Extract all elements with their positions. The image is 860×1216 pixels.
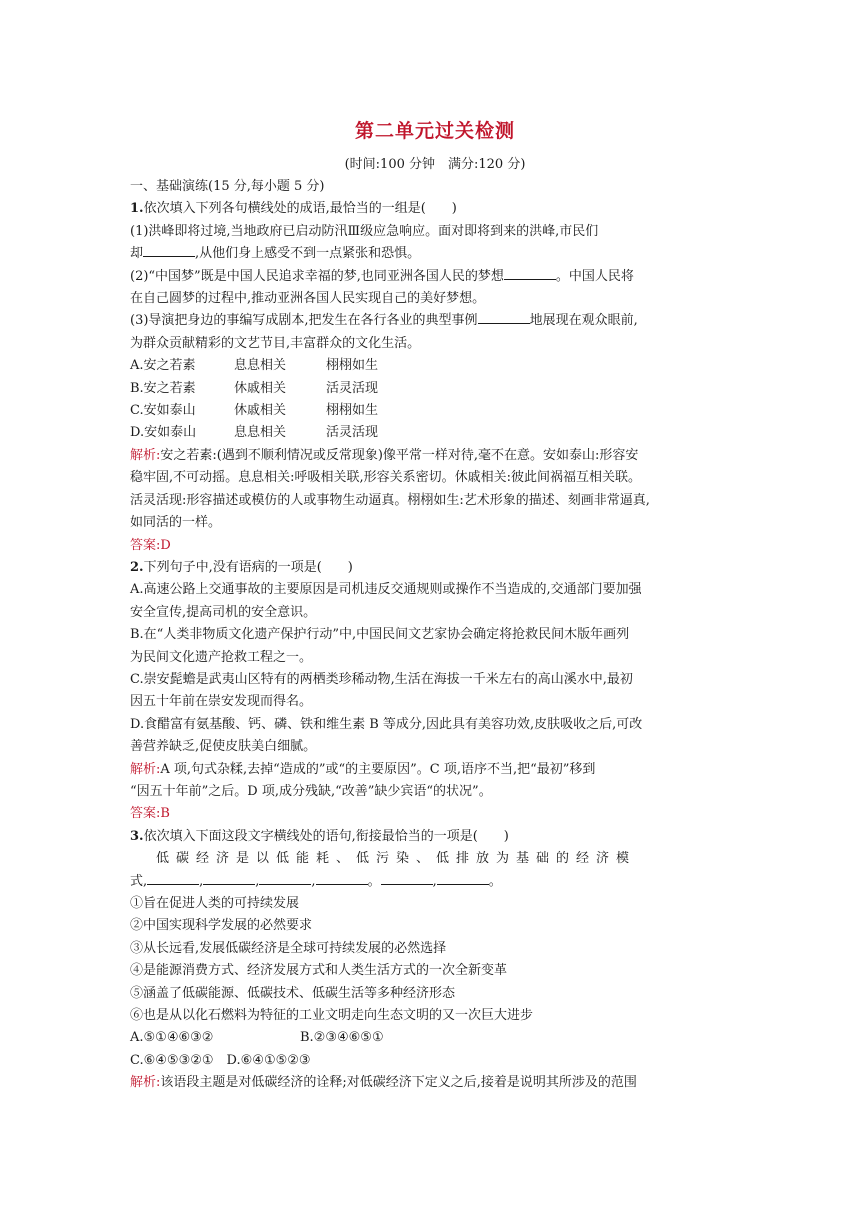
blank-line (147, 872, 199, 885)
q1-sentence-2: (2)“中国梦”既是中国人民追求幸福的梦,也同亚洲各国人民的梦想 。中国人民将 (130, 268, 634, 284)
q1-sentence-2-cont: 在自己圆梦的过程中,推动亚洲各国人民实现自己的美好梦想。 (130, 291, 486, 307)
q3-passage-blanks: 式, , , , 。 , 。 (130, 873, 502, 889)
analysis-label: 解析: (130, 1075, 161, 1091)
q3-options-ab: A.⑤①④⑥③② B.②③④⑥⑤① (130, 1030, 384, 1046)
analysis-label: 解析: (130, 761, 161, 777)
blank-line (203, 872, 255, 885)
q2-option-c: C.崇安髭蟾是武夷山区特有的两栖类珍稀动物,生活在海拔一千米左右的高山溪水中,最初 (130, 671, 633, 687)
q2-answer: 答案:B (130, 806, 170, 822)
document-page (130, 116, 740, 1095)
question-1-stem: 1.依次填入下列各句横线处的成语,最恰当的一组是( ) (130, 201, 457, 217)
q3-item: ④是能源消费方式、经济发展方式和人类生活方式的一次全新变革 (130, 963, 508, 979)
blank-line (316, 872, 368, 885)
q1-analysis-line-4: 如同活的一样。 (130, 515, 222, 531)
q3-item: ②中国实现科学发展的必然要求 (130, 918, 313, 934)
q3-item: ⑥也是从以化石燃料为特征的工业文明走向生态文明的又一次巨大进步 (130, 1008, 534, 1024)
q1-sentence-3: (3)导演把身边的事编写成剧本,把发生在各行各业的典型事例 地展现在观众眼前, (130, 313, 638, 329)
q2-option-a: A.高速公路上交通事故的主要原因是司机违反交通规则或操作不当造成的,交通部门要加强 (130, 582, 642, 598)
q1-sentence-1-cont: 却 ,从他们身上感受不到一点紧张和恐惧。 (130, 246, 421, 262)
q1-answer: 答案:D (130, 537, 171, 553)
analysis-label: 解析: (130, 447, 161, 463)
option-c: C.安如泰山 休戚相关 栩栩如生 (130, 403, 379, 419)
q2-option-a-cont: 安全宣传,提高司机的安全意识。 (130, 604, 317, 620)
section-heading: 一、基础演练(15 分,每小题 5 分) (130, 179, 325, 194)
page-title: 第二单元过关检测 (354, 120, 515, 142)
q3-item: ⑤涵盖了低碳能源、低碳技术、低碳生活等多种经济形态 (130, 985, 456, 1001)
q1-analysis-line-2: 稳牢固,不可动摇。息息相关:呼吸相关联,形容关系密切。休戚相关:彼此间祸福互相关联。 (130, 470, 642, 486)
question-number: 1. (130, 201, 144, 217)
option-d: D.安如泰山 息息相关 活灵活现 (130, 425, 379, 441)
blank-line (259, 872, 311, 885)
q1-analysis-line-3: 活灵活现:形容描述或模仿的人或事物生动逼真。栩栩如生:艺术形象的描述、刻画非常逼真, (130, 492, 650, 508)
question-2-stem: 2.下列句子中,没有语病的一项是( ) (130, 559, 353, 575)
q2-option-b-cont: 为民间文化遗产抢救工程之一。 (130, 649, 313, 665)
option-b: B.安之若素 休戚相关 活灵活现 (130, 380, 379, 396)
q2-option-d: D.食醋富有氨基酸、钙、磷、铁和维生素 B 等成分,因此具有美容功效,皮肤吸收之后,可改 (130, 716, 643, 732)
blank-line (381, 872, 433, 885)
question-number: 3. (130, 828, 144, 844)
q3-analysis: 解析:该语段主题是对低碳经济的诠释;对低碳经济下定义之后,接着是说明其所涉及的范围 (130, 1075, 637, 1091)
question-3-stem: 3.依次填入下面这段文字横线处的语句,衔接最恰当的一项是( ) (130, 828, 509, 844)
option-a: A.安之若素 息息相关 栩栩如生 (130, 358, 379, 374)
q2-analysis-line-2: “因五十年前”之后。D 项,成分残缺,“改善”缺少宾语“的状况”。 (130, 783, 492, 799)
q3-options-cd: C.⑥④⑤③②① D.⑥④①⑤②③ (130, 1052, 311, 1068)
q1-analysis: 解析:安之若素:(遇到不顺利情况或反常现象)像平常一样对待,毫不在意。安如泰山:形容安 (130, 447, 639, 463)
exam-meta: (时间:100 分钟 满分:120 分) (344, 157, 526, 172)
blank-line (437, 872, 489, 885)
question-number: 2. (130, 559, 144, 575)
blank-line (143, 244, 195, 257)
q3-item: ①旨在促进人类的可持续发展 (130, 896, 300, 911)
q1-sentence-1: (1)洪峰即将过境,当地政府已启动防汛Ⅲ级应急响应。面对即将到来的洪峰,市民们 (130, 223, 599, 239)
q3-item: ③从长远看,发展低碳经济是全球可持续发展的必然选择 (130, 940, 447, 956)
blank-line (478, 311, 530, 324)
q3-passage: 低碳经济是以低能耗、低污染、低排放为基础的经济模 (156, 851, 637, 867)
q1-sentence-3-cont: 为群众贡献精彩的文艺节目,丰富群众的文化生活。 (130, 335, 421, 351)
q2-analysis: 解析:A 项,句式杂糅,去掉“造成的”或“的主要原因”。C 项,语序不当,把“最初”移到 (130, 761, 596, 777)
q2-option-b: B.在“人类非物质文化遗产保护行动”中,中国民间文艺家协会确定将抢救民间木版年画列 (130, 627, 630, 643)
blank-line (504, 267, 556, 280)
q2-option-d-cont: 善营养缺乏,促使皮肤美白细腻。 (130, 739, 317, 755)
q2-option-c-cont: 因五十年前在崇安发现而得名。 (130, 694, 313, 710)
